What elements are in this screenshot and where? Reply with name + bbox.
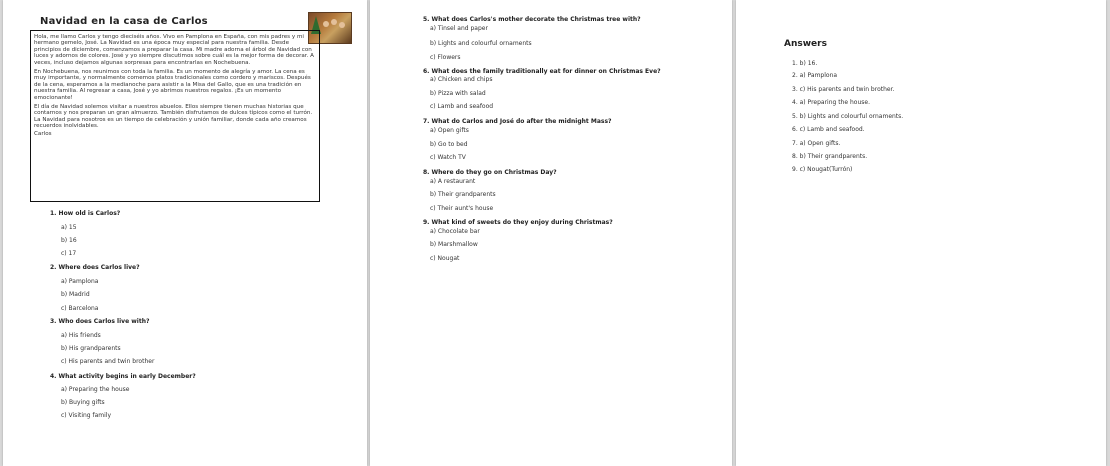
question-7: 7. What do Carlos and José do after the midnight Mass? [423, 118, 612, 125]
option: a) His friends [61, 332, 101, 339]
option: b) Pizza with salad [430, 90, 486, 97]
option: a) 15 [61, 224, 77, 231]
question-9: 9. What kind of sweets do they enjoy during Christmas? [423, 219, 613, 226]
question-3: 3. Who does Carlos live with? [50, 318, 150, 325]
answer-item: 9. c) Nougat(Turrón) [792, 166, 853, 173]
question-1: 1. How old is Carlos? [50, 210, 121, 217]
option: a) Open gifts [430, 127, 469, 134]
option: b) 16 [61, 237, 77, 244]
worksheet-page-1 [3, 0, 367, 466]
worksheet-page-2 [370, 0, 732, 466]
answers-page [736, 0, 1106, 466]
answer-item: 3. c) His parents and twin brother. [792, 86, 895, 93]
option: b) Buying gifts [61, 399, 105, 406]
option: b) Marshmallow [430, 241, 478, 248]
option: a) Tinsel and paper [430, 25, 488, 32]
option: c) Barcelona [61, 305, 99, 312]
option: a) A restaurant [430, 178, 476, 185]
option: c) Lamb and seafood [430, 103, 494, 110]
option: a) Preparing the house [61, 386, 130, 393]
option: b) Madrid [61, 291, 90, 298]
option: a) Chocolate bar [430, 228, 480, 235]
question-6: 6. What does the family traditionally eat for dinner on Christmas Eve? [423, 68, 661, 75]
option: c) Their aunt's house [430, 205, 494, 212]
answer-item: 2. a) Pamplona [792, 72, 838, 79]
option: b) Lights and colourful ornaments [430, 40, 532, 47]
story-paragraph: El día de Navidad solemos visitar a nuestros abuelos. Ellos siempre tienen muchas historias que contarnos y nos preparan un gran almuerzo. También disfrutamos de dulces típicos como el turrón. La Navidad para nosotros es un tiempo de celebración y unión familiar, donde cada año creamos recuerdos inolvidables. [34, 104, 313, 130]
question-5: 5. What does Carlos's mother decorate the Christmas tree with? [423, 16, 641, 23]
option: c) Visiting family [61, 412, 112, 419]
option: b) Their grandparents [430, 191, 496, 198]
option: c) His parents and twin brother [61, 358, 155, 365]
option: c) Flowers [430, 54, 461, 61]
answer-item: 7. a) Open gifts. [792, 140, 841, 147]
story-paragraph: En Nochebuena, nos reunimos con toda la familia. Es un momento de alegría y amor. La cena es muy importante, y normalmente comemos platos tradicionales como cordero y mariscos. Después de la cena, esperamos a la medianoche para asistir a la Misa del Gallo, que es una tradición en nuestra familia. Al regresar a casa, José y yo abrimos nuestros regalos. ¡Es un momento emocionante! [34, 69, 311, 101]
option: b) Go to bed [430, 141, 468, 148]
option: c) Watch TV [430, 154, 466, 161]
story-box [30, 30, 320, 202]
option: c) 17 [61, 250, 77, 257]
question-2: 2. Where does Carlos live? [50, 264, 140, 271]
question-4: 4. What activity begins in early December? [50, 373, 196, 380]
story-paragraph: Hola, me llamo Carlos y tengo dieciséis años. Vivo en Pamplona en España, con mis padres y mi hermano gemelo, José. La Navidad es una época muy especial para nuestra familia. Desde principios de diciembre, comenzamos a preparar la casa. Mi madre adorna el árbol de Navidad con luces y adornos de colores. José y yo siempre discutimos sobre cuál es la mejor forma de decorar. A veces, incluso dejamos algunas sorpresas para encontrarlas en Nochebuena. [34, 34, 314, 66]
answer-item: 5. b) Lights and colourful ornaments. [792, 113, 904, 120]
option: a) Pamplona [61, 278, 99, 285]
option: c) Nougat [430, 255, 460, 262]
answer-item: 8. b) Their grandparents. [792, 153, 868, 160]
option: b) His grandparents [61, 345, 121, 352]
answer-item: 1. b) 16. [792, 60, 818, 67]
answer-item: 4. a) Preparing the house. [792, 99, 870, 106]
page-title: Navidad en la casa de Carlos [40, 16, 208, 27]
option: a) Chicken and chips [430, 76, 493, 83]
answer-item: 6. c) Lamb and seafood. [792, 126, 865, 133]
answers-title: Answers [784, 39, 827, 49]
story-signature: Carlos [34, 130, 52, 137]
question-8: 8. Where do they go on Christmas Day? [423, 169, 557, 176]
